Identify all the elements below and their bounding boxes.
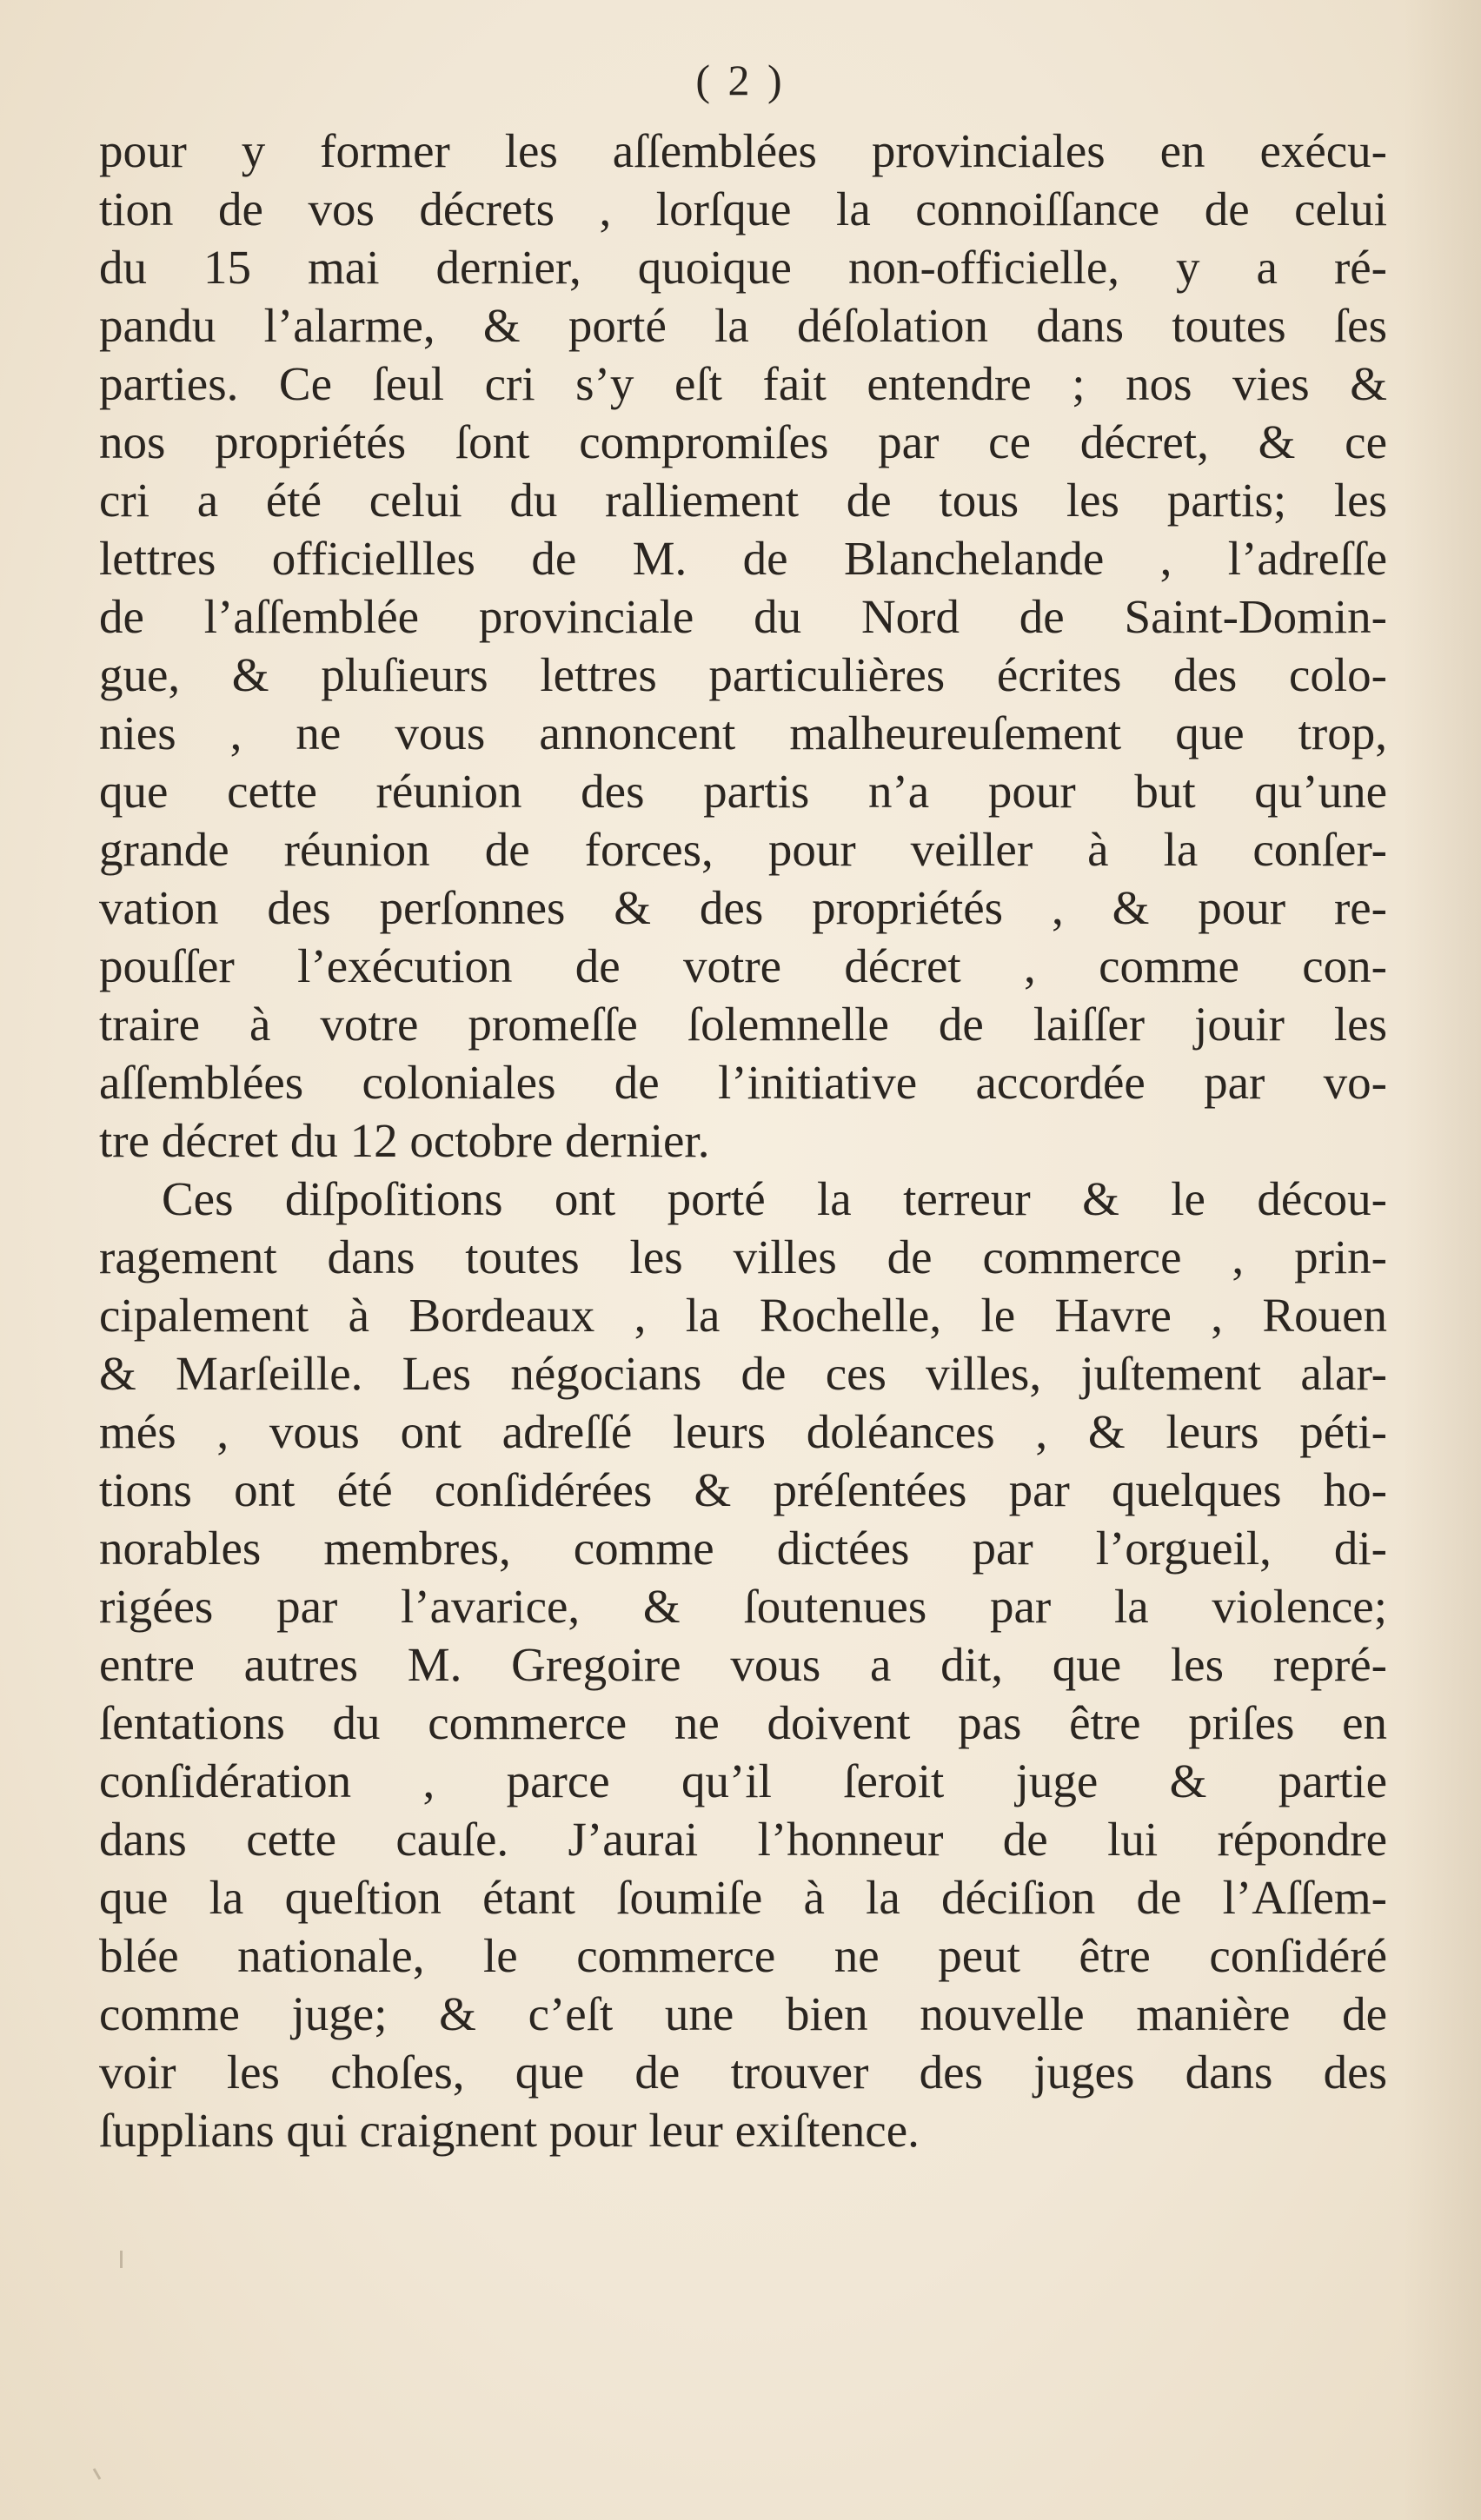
- text-line: dans cette cauſe. J’aurai l’honneur de lui répondre: [99, 1813, 1387, 1866]
- text-line: rigées par l’avarice, & ſoutenues par la violence;: [99, 1580, 1387, 1633]
- text-line: conſidération , parce qu’il ſeroit juge & partie: [99, 1754, 1387, 1807]
- text-line: du 15 mai dernier, quoique non-officielle, y a ré-: [99, 241, 1387, 294]
- text-line: pandu l’alarme, & porté la déſolation dans toutes ſes: [99, 299, 1387, 352]
- page-gutter-shadow: [1403, 0, 1481, 2520]
- stray-ink-mark: [120, 2251, 123, 2268]
- text-line: gue, & pluſieurs lettres particulières écrites des colo-: [99, 648, 1387, 701]
- text-line: traire à votre promeſſe ſolemnelle de laiſſer jouir les: [99, 998, 1387, 1051]
- text-line: parties. Ce ſeul cri s’y eſt fait entendre ; nos vies &: [99, 357, 1387, 410]
- text-line: que la queſtion étant ſoumiſe à la déciſion de l’Aſſem-: [99, 1871, 1387, 1924]
- text-line: aſſemblées coloniales de l’initiative accordée par vo-: [99, 1056, 1387, 1109]
- page-number: ( 2 ): [695, 56, 786, 104]
- text-line: lettres officiellles de M. de Blanchelande , l’adreſſe: [99, 532, 1387, 585]
- text-line: comme juge; & c’eſt une bien nouvelle manière de: [99, 1987, 1387, 2040]
- text-line: tre décret du 12 octobre dernier.: [99, 1114, 710, 1167]
- text-line: vation des perſonnes & des propriétés , & pour re-: [99, 881, 1387, 934]
- text-line: nies , ne vous annoncent malheureuſement que trop,: [99, 706, 1387, 759]
- stray-ink-mark: [93, 2468, 102, 2480]
- text-line: cri a été celui du ralliement de tous les partis; les: [99, 474, 1387, 527]
- body-text: [99, 122, 1387, 2159]
- text-line: blée nationale, le commerce ne peut être conſidéré: [99, 1929, 1387, 1982]
- text-line: voir les choſes, que de trouver des juges dans des: [99, 2046, 1387, 2099]
- text-line: pour y former les aſſemblées provinciales en exécu-: [99, 124, 1387, 177]
- text-line: que cette réunion des partis n’a pour but qu’une: [99, 765, 1387, 818]
- text-line: & Marſeille. Les négocians de ces villes, juſtement alar-: [99, 1347, 1387, 1400]
- text-line: Ces diſpoſitions ont porté la terreur & le décou-: [162, 1172, 1387, 1225]
- text-line: norables membres, comme dictées par l’orgueil, di-: [99, 1522, 1387, 1575]
- text-line: de l’aſſemblée provinciale du Nord de Saint-Domin-: [99, 590, 1387, 643]
- text-line: nos propriétés ſont compromiſes par ce décret, & ce: [99, 415, 1387, 468]
- text-line: ſupplians qui craignent pour leur exiſtence.: [99, 2104, 920, 2157]
- text-line: tion de vos décrets , lorſque la connoiſſance de celui: [99, 182, 1387, 235]
- text-line: pouſſer l’exécution de votre décret , comme con-: [99, 939, 1387, 992]
- text-line: grande réunion de forces, pour veiller à la conſer-: [99, 823, 1387, 876]
- text-line: tions ont été conſidérées & préſentées par quelques ho-: [99, 1463, 1387, 1516]
- text-line: més , vous ont adreſſé leurs doléances , & leurs péti-: [99, 1405, 1387, 1458]
- text-line: cipalement à Bordeaux , la Rochelle, le Havre , Rouen: [99, 1289, 1387, 1342]
- text-line: ragement dans toutes les villes de commerce , prin-: [99, 1230, 1387, 1283]
- text-line: ſentations du commerce ne doivent pas être priſes en: [99, 1696, 1387, 1749]
- text-line: entre autres M. Gregoire vous a dit, que les repré-: [99, 1638, 1387, 1691]
